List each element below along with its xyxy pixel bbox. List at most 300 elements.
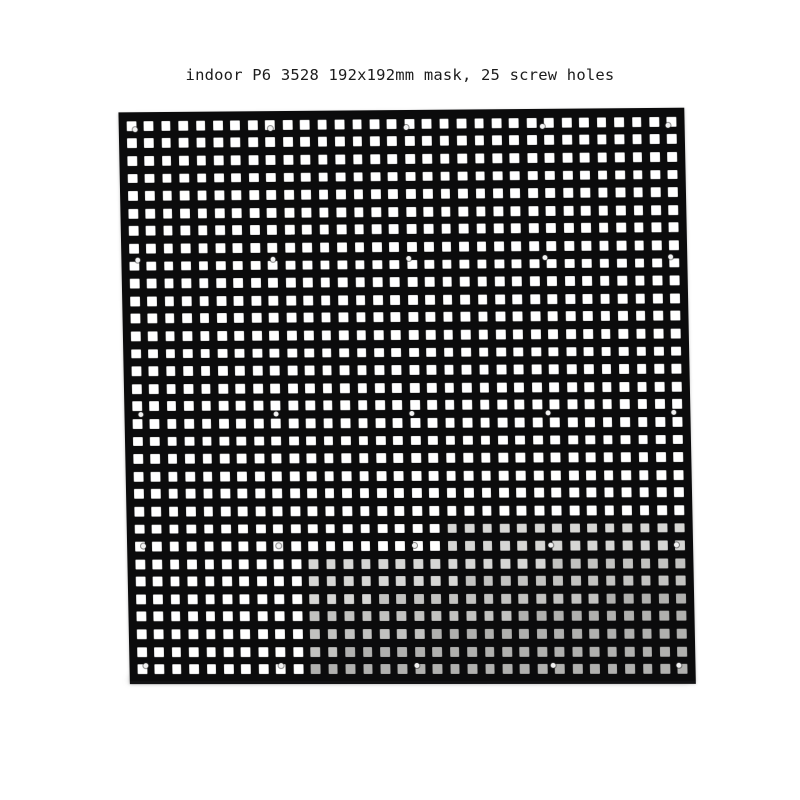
pixel-hole (530, 502, 548, 520)
pixel-hole (577, 202, 595, 220)
pixel-hole (443, 502, 461, 520)
pixel-hole (357, 573, 375, 591)
pixel-hole (318, 362, 336, 380)
pixel-hole (475, 361, 493, 379)
pixel-hole (141, 152, 159, 170)
pixel-hole (261, 116, 279, 134)
pixel-hole (568, 625, 586, 643)
pixel-hole (297, 186, 315, 204)
pixel-hole (542, 220, 560, 238)
pixel-hole (340, 555, 358, 573)
pixel-hole (515, 607, 533, 625)
pixel-hole (181, 468, 199, 486)
pixel-hole (654, 572, 672, 590)
pixel-hole (231, 345, 249, 363)
pixel-hole (359, 643, 377, 661)
pixel-hole (621, 643, 639, 661)
pixel-hole (287, 520, 305, 538)
pixel-hole (618, 501, 636, 519)
pixel-hole (632, 325, 650, 343)
pixel-hole (195, 275, 213, 293)
pixel-hole (165, 503, 183, 521)
pixel-hole (490, 255, 508, 273)
pixel-hole (233, 467, 251, 485)
pixel-hole (581, 396, 599, 414)
pixel-hole (429, 660, 447, 678)
pixel-hole (437, 203, 455, 221)
pixel-hole (306, 625, 324, 643)
pixel-hole (462, 555, 480, 573)
pixel-hole (472, 185, 490, 203)
pixel-hole (175, 134, 193, 152)
pixel-hole (673, 607, 691, 625)
pixel-hole (512, 449, 530, 467)
pixel-hole (235, 538, 253, 556)
pixel-hole (496, 519, 514, 537)
pixel-hole (255, 661, 273, 679)
pixel-hole (126, 310, 144, 328)
pixel-hole (298, 204, 316, 222)
pixel-hole (212, 274, 230, 292)
pixel-hole (577, 219, 595, 237)
pixel-hole (439, 291, 457, 309)
pixel-hole (548, 519, 566, 537)
pixel-hole (613, 272, 631, 290)
pixel-hole (471, 150, 489, 168)
pixel-hole (296, 116, 314, 134)
pixel-hole (332, 186, 350, 204)
pixel-hole (408, 502, 426, 520)
pixel-hole (338, 467, 356, 485)
pixel-hole (126, 275, 144, 293)
pixel-hole (251, 467, 269, 485)
pixel-hole (560, 255, 578, 273)
pixel-hole (633, 378, 651, 396)
pixel-hole (620, 625, 638, 643)
pixel-hole (558, 131, 576, 149)
pixel-hole (488, 114, 506, 132)
pixel-hole (337, 449, 355, 467)
pixel-hole (489, 167, 507, 185)
pixel-hole (514, 555, 532, 573)
pixel-hole (286, 502, 304, 520)
pixel-hole (665, 201, 683, 219)
pixel-hole (445, 608, 463, 626)
pixel-hole (540, 114, 558, 132)
pixel-hole (610, 131, 628, 149)
screw-hole (540, 124, 545, 129)
pixel-hole (593, 113, 611, 131)
pixel-hole (442, 467, 460, 485)
pixel-hole (320, 467, 338, 485)
pixel-hole (150, 643, 168, 661)
pixel-hole (653, 484, 671, 502)
pixel-hole (213, 292, 231, 310)
pixel-hole (426, 502, 444, 520)
pixel-hole (335, 344, 353, 362)
pixel-hole (201, 573, 219, 591)
pixel-hole (563, 360, 581, 378)
pixel-hole (352, 291, 370, 309)
pixel-hole (526, 273, 544, 291)
pixel-hole (459, 431, 477, 449)
pixel-hole (435, 115, 453, 133)
pixel-hole (198, 450, 216, 468)
pixel-hole (594, 166, 612, 184)
pixel-hole (281, 221, 299, 239)
pixel-hole (246, 204, 264, 222)
pixel-hole (423, 361, 441, 379)
pixel-hole (305, 555, 323, 573)
pixel-hole (248, 309, 266, 327)
pixel-hole (196, 345, 214, 363)
pixel-hole (391, 520, 409, 538)
pixel-hole (543, 272, 561, 290)
pixel-hole (509, 325, 527, 343)
pixel-hole (423, 379, 441, 397)
pixel-hole (477, 431, 495, 449)
screw-hole (548, 543, 553, 548)
pixel-hole (478, 484, 496, 502)
pixel-hole (281, 239, 299, 257)
pixel-hole (167, 608, 185, 626)
pixel-hole (672, 572, 690, 590)
pixel-hole (593, 131, 611, 149)
pixel-hole (246, 222, 264, 240)
pixel-hole (192, 152, 210, 170)
pixel-hole (405, 326, 423, 344)
pixel-hole (353, 361, 371, 379)
pixel-hole (217, 520, 235, 538)
pixel-hole (490, 220, 508, 238)
pixel-hole (614, 307, 632, 325)
pixel-hole (493, 396, 511, 414)
pixel-hole (249, 397, 267, 415)
pixel-hole (584, 554, 602, 572)
pixel-hole (438, 255, 456, 273)
pixel-hole (637, 572, 655, 590)
pixel-hole (192, 117, 210, 135)
pixel-hole (516, 660, 534, 678)
pixel-hole (147, 468, 165, 486)
pixel-hole (454, 167, 472, 185)
pixel-hole (324, 643, 342, 661)
pixel-hole (424, 432, 442, 450)
pixel-hole (358, 625, 376, 643)
pixel-hole (229, 222, 247, 240)
pixel-hole (386, 256, 404, 274)
pixel-hole (479, 555, 497, 573)
pixel-hole (369, 309, 387, 327)
pixel-hole (167, 625, 185, 643)
pixel-hole (145, 398, 163, 416)
pixel-hole (262, 169, 280, 187)
pixel-hole (595, 254, 613, 272)
pixel-hole (473, 255, 491, 273)
pixel-hole (195, 292, 213, 310)
pixel-hole (402, 185, 420, 203)
pixel-hole (404, 308, 422, 326)
pixel-hole (505, 132, 523, 150)
pixel-hole (419, 168, 437, 186)
pixel-hole (454, 185, 472, 203)
pixel-hole (148, 538, 166, 556)
pixel-hole (269, 502, 287, 520)
pixel-hole (285, 450, 303, 468)
pixel-hole (246, 239, 264, 257)
pixel-hole (320, 432, 338, 450)
pixel-hole (652, 466, 670, 484)
pixel-hole (384, 185, 402, 203)
pixel-hole (460, 502, 478, 520)
pixel-hole (323, 590, 341, 608)
pixel-hole (419, 185, 437, 203)
pixel-hole (663, 148, 681, 166)
pixel-hole (639, 660, 657, 678)
pixel-hole (532, 572, 550, 590)
screw-hole (673, 542, 678, 547)
pixel-hole (629, 184, 647, 202)
pixel-hole (547, 449, 565, 467)
pixel-hole (656, 625, 674, 643)
pixel-hole (457, 326, 475, 344)
pixel-hole (582, 449, 600, 467)
pixel-hole (422, 308, 440, 326)
pixel-hole (620, 607, 638, 625)
pixel-hole (508, 237, 526, 255)
pixel-hole (498, 643, 516, 661)
pixel-hole (214, 380, 232, 398)
pixel-hole (499, 660, 517, 678)
pixel-hole (248, 327, 266, 345)
pixel-hole (158, 152, 176, 170)
pixel-hole (439, 308, 457, 326)
pixel-hole (476, 396, 494, 414)
pixel-hole (123, 117, 141, 135)
pixel-hole (144, 345, 162, 363)
pixel-hole (473, 238, 491, 256)
pixel-hole (428, 608, 446, 626)
pixel-hole (649, 289, 667, 307)
pixel-hole (250, 415, 268, 433)
pixel-hole (597, 307, 615, 325)
pixel-hole (159, 187, 177, 205)
pixel-hole (564, 413, 582, 431)
pixel-hole (350, 203, 368, 221)
pixel-hole (457, 343, 475, 361)
pixel-hole (456, 255, 474, 273)
pixel-hole (543, 237, 561, 255)
pixel-hole (162, 362, 180, 380)
pixel-hole (166, 538, 184, 556)
pixel-hole (598, 360, 616, 378)
pixel-hole (178, 292, 196, 310)
pixel-hole (446, 643, 464, 661)
pixel-hole (585, 625, 603, 643)
pixel-hole (143, 257, 161, 275)
pixel-hole (128, 415, 146, 433)
pixel-hole (302, 414, 320, 432)
pixel-hole (341, 643, 359, 661)
pixel-hole (464, 660, 482, 678)
pixel-hole (638, 625, 656, 643)
pixel-hole (453, 150, 471, 168)
screw-hole (665, 123, 670, 128)
pixel-hole (176, 204, 194, 222)
pixel-hole (459, 414, 477, 432)
pixel-hole (354, 432, 372, 450)
pixel-hole (617, 448, 635, 466)
pixel-hole (669, 413, 687, 431)
pixel-hole (385, 238, 403, 256)
pixel-hole (576, 149, 594, 167)
pixel-hole (387, 326, 405, 344)
pixel-hole (373, 467, 391, 485)
pixel-hole (457, 308, 475, 326)
pixel-hole (494, 449, 512, 467)
pixel-hole (314, 168, 332, 186)
pixel-hole (210, 169, 228, 187)
pixel-hole (436, 167, 454, 185)
pixel-hole (245, 169, 263, 187)
pixel-hole (386, 273, 404, 291)
pixel-hole (351, 256, 369, 274)
pixel-hole (176, 187, 194, 205)
pixel-hole (163, 433, 181, 451)
pixel-hole (646, 131, 664, 149)
pixel-hole (270, 573, 288, 591)
pixel-hole (550, 607, 568, 625)
pixel-hole (181, 450, 199, 468)
pixel-hole (353, 379, 371, 397)
pixel-hole (322, 573, 340, 591)
pixel-hole (182, 503, 200, 521)
pixel-hole (237, 661, 255, 679)
pixel-hole (354, 414, 372, 432)
pixel-hole (541, 149, 559, 167)
pixel-hole (177, 257, 195, 275)
pixel-hole (194, 222, 212, 240)
pixel-hole (215, 432, 233, 450)
pixel-hole (219, 590, 237, 608)
pixel-hole (356, 520, 374, 538)
pixel-hole (230, 309, 248, 327)
pixel-hole (509, 290, 527, 308)
pixel-hole (149, 573, 167, 591)
pixel-hole (516, 643, 534, 661)
pixel-hole (596, 272, 614, 290)
pixel-hole (247, 257, 265, 275)
pixel-hole (129, 433, 147, 451)
pixel-hole (619, 572, 637, 590)
pixel-hole (546, 431, 564, 449)
pixel-hole (161, 310, 179, 328)
pixel-hole (331, 151, 349, 169)
pixel-hole (197, 362, 215, 380)
pixel-hole (185, 643, 203, 661)
pixel-hole (566, 519, 584, 537)
pixel-hole (164, 468, 182, 486)
pixel-hole (303, 485, 321, 503)
led-mask-photo (123, 110, 689, 683)
pixel-hole (200, 538, 218, 556)
pixel-hole (477, 467, 495, 485)
pixel-hole (282, 274, 300, 292)
pixel-hole (218, 538, 236, 556)
pixel-hole (298, 221, 316, 239)
pixel-hole (300, 344, 318, 362)
pixel-hole (304, 520, 322, 538)
pixel-hole-grid (123, 113, 692, 678)
pixel-hole (563, 378, 581, 396)
pixel-hole (612, 201, 630, 219)
pixel-hole (212, 257, 230, 275)
pixel-hole (456, 273, 474, 291)
pixel-hole (271, 608, 289, 626)
pixel-hole (179, 345, 197, 363)
pixel-hole (387, 309, 405, 327)
pixel-hole (373, 502, 391, 520)
pixel-hole (264, 274, 282, 292)
pixel-hole (507, 220, 525, 238)
pixel-hole (634, 431, 652, 449)
pixel-hole (424, 414, 442, 432)
pixel-hole (216, 450, 234, 468)
pixel-hole (594, 184, 612, 202)
pixel-hole (368, 256, 386, 274)
pixel-hole (269, 485, 287, 503)
pixel-hole (184, 590, 202, 608)
pixel-hole (460, 467, 478, 485)
pixel-hole (505, 114, 523, 132)
pixel-hole (410, 572, 428, 590)
pixel-hole (355, 467, 373, 485)
pixel-hole (437, 185, 455, 203)
pixel-hole (215, 397, 233, 415)
pixel-hole (384, 168, 402, 186)
pixel-hole (475, 343, 493, 361)
pixel-hole (272, 643, 290, 661)
pixel-hole (180, 397, 198, 415)
pixel-hole (228, 169, 246, 187)
pixel-hole (249, 362, 267, 380)
pixel-hole (495, 484, 513, 502)
pixel-hole (654, 537, 672, 555)
pixel-hole (232, 415, 250, 433)
pixel-hole (316, 256, 334, 274)
pixel-hole (616, 413, 634, 431)
pixel-hole (407, 449, 425, 467)
pixel-hole (426, 537, 444, 555)
pixel-hole (219, 608, 237, 626)
pixel-hole (478, 502, 496, 520)
pixel-hole (124, 187, 142, 205)
pixel-hole (375, 608, 393, 626)
pixel-hole (456, 291, 474, 309)
pixel-hole (472, 202, 490, 220)
pixel-hole (524, 167, 542, 185)
pixel-hole (488, 132, 506, 150)
pixel-hole (150, 626, 168, 644)
pixel-hole (491, 273, 509, 291)
pixel-hole (664, 183, 682, 201)
pixel-hole (366, 133, 384, 151)
pixel-hole (184, 573, 202, 591)
pixel-hole (385, 221, 403, 239)
pixel-hole (506, 167, 524, 185)
pixel-hole (370, 361, 388, 379)
pixel-hole (389, 414, 407, 432)
